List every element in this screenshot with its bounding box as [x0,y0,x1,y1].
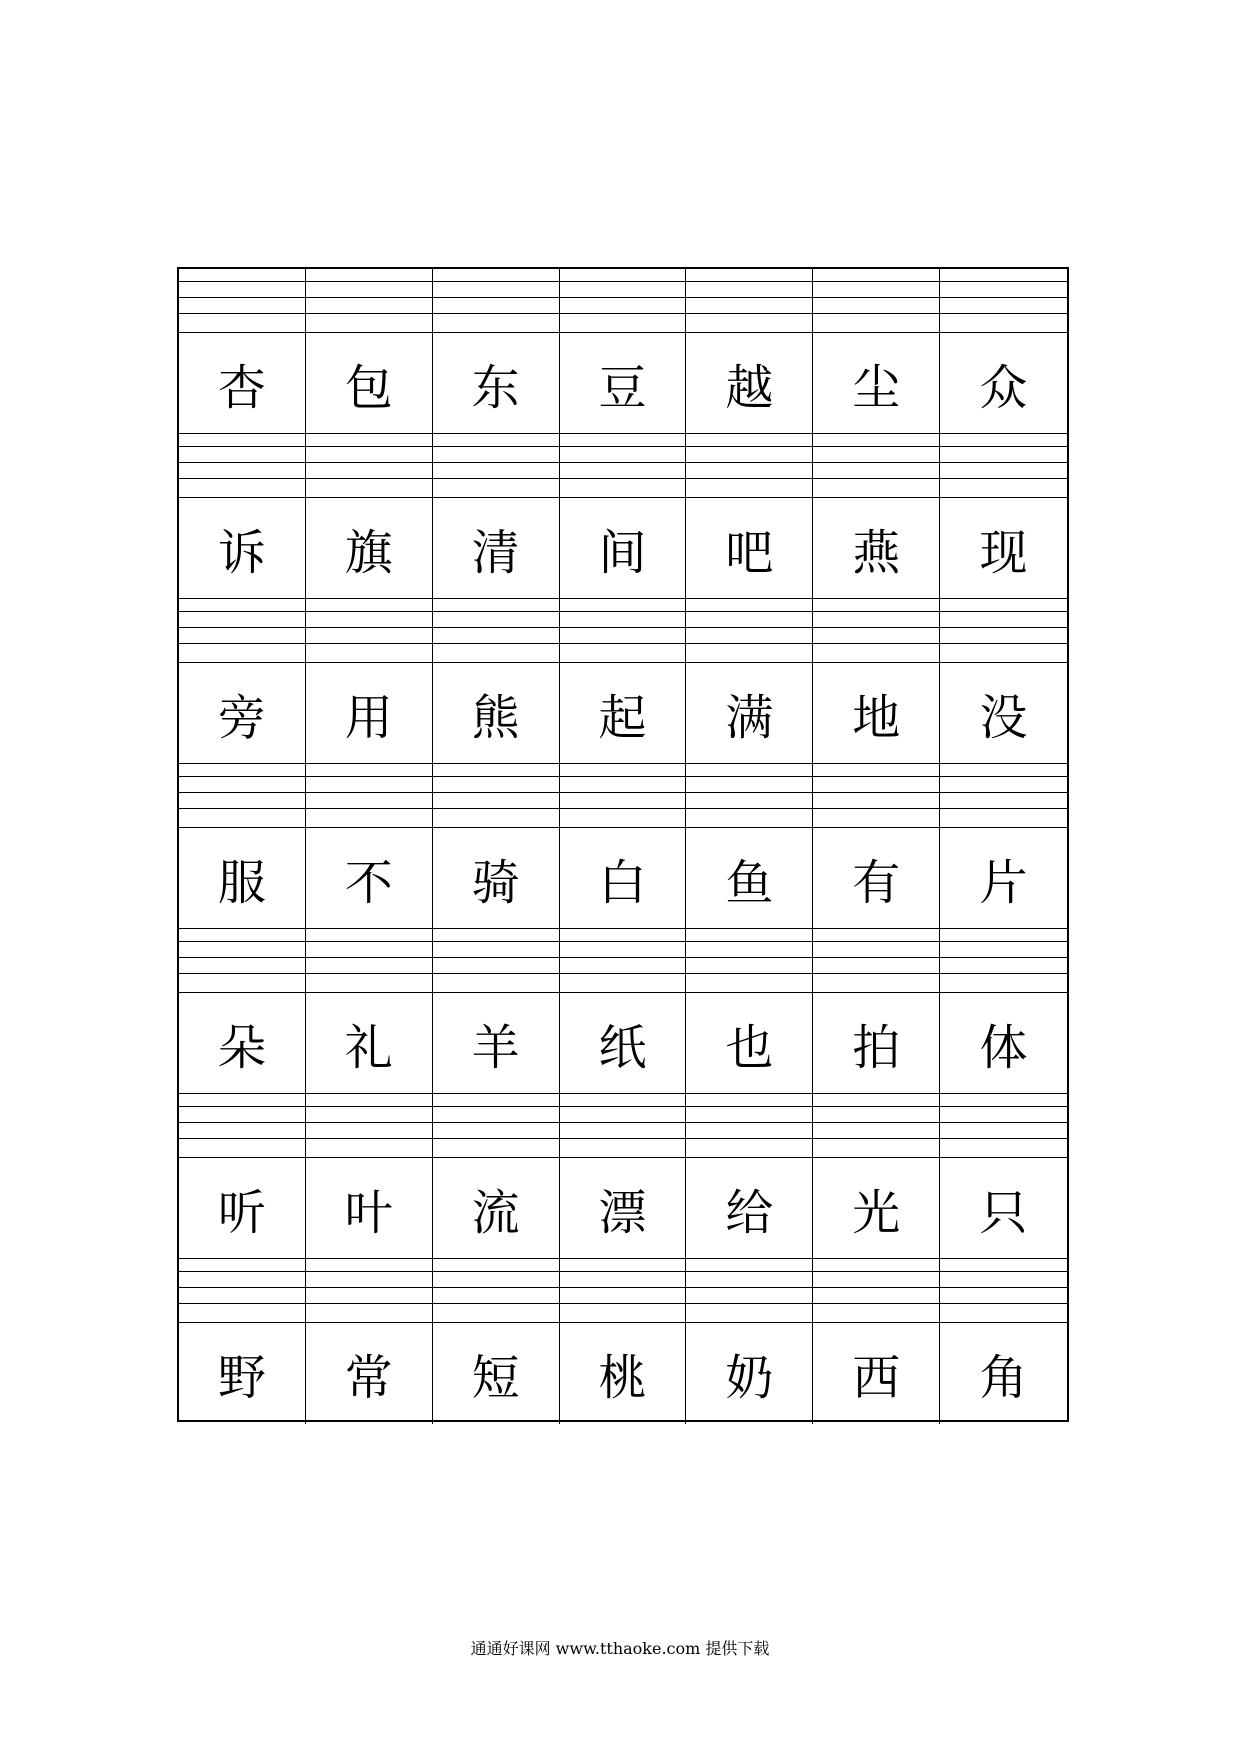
worksheet-row [179,929,1067,1094]
character-cell: 奶 [686,1323,813,1424]
pinyin-writing-cell[interactable] [560,1259,687,1322]
pinyin-writing-cell[interactable] [433,599,560,662]
character-cell: 给 [686,1158,813,1258]
pinyin-writing-cell[interactable] [433,764,560,827]
worksheet-row [179,1094,1067,1259]
pinyin-writing-cell[interactable] [813,269,940,332]
character-cell: 杏 [179,333,306,433]
pinyin-writing-cell[interactable] [306,599,433,662]
character-cell: 燕 [813,498,940,598]
pinyin-writing-cell[interactable] [560,269,687,332]
character-cell: 常 [306,1323,433,1424]
pinyin-writing-cell[interactable] [813,1094,940,1157]
pinyin-writing-row [179,1259,1067,1323]
pinyin-writing-cell[interactable] [179,599,306,662]
pinyin-writing-cell[interactable] [179,434,306,497]
pinyin-writing-cell[interactable] [179,1094,306,1157]
character-cell: 叶 [306,1158,433,1258]
pinyin-writing-cell[interactable] [433,1094,560,1157]
worksheet-row [179,269,1067,434]
character-cell: 吧 [686,498,813,598]
worksheet-row [179,1259,1067,1424]
character-cell: 包 [306,333,433,433]
character-cell: 骑 [433,828,560,928]
character-cell: 鱼 [686,828,813,928]
pinyin-writing-cell[interactable] [686,1094,813,1157]
pinyin-writing-cell[interactable] [940,1259,1067,1322]
pinyin-writing-cell[interactable] [686,269,813,332]
character-row [179,663,1067,764]
pinyin-writing-cell[interactable] [813,599,940,662]
character-cell: 间 [560,498,687,598]
character-cell: 满 [686,663,813,763]
pinyin-writing-cell[interactable] [306,1094,433,1157]
pinyin-writing-cell[interactable] [560,929,687,992]
character-cell: 现 [979,524,1028,581]
character-cell: 短 [433,1323,560,1424]
pinyin-writing-cell[interactable] [560,764,687,827]
character-cell: 礼 [306,993,433,1093]
character-row [179,1323,1067,1424]
pinyin-writing-cell[interactable] [813,764,940,827]
character-cell: 漂 [560,1158,687,1258]
character-cell: 旁 [179,663,306,763]
pinyin-writing-cell[interactable] [179,929,306,992]
character-cell: 拍 [813,993,940,1093]
pinyin-writing-cell[interactable] [686,764,813,827]
character-cell: 朵 [179,993,306,1093]
pinyin-writing-cell[interactable] [813,929,940,992]
character-cell: 尘 [813,333,940,433]
character-cell: 清 [433,498,560,598]
pinyin-writing-row [179,764,1067,828]
character-cell: 也 [686,993,813,1093]
character-cell: 东 [433,333,560,433]
pinyin-writing-cell[interactable] [179,1259,306,1322]
character-cell: 流 [433,1158,560,1258]
pinyin-writing-cell[interactable] [813,1259,940,1322]
pinyin-writing-cell[interactable] [306,929,433,992]
pinyin-writing-cell[interactable] [560,599,687,662]
character-cell: 不 [306,828,433,928]
pinyin-writing-cell[interactable] [940,434,1067,497]
worksheet-row [179,764,1067,929]
pinyin-writing-row [179,599,1067,663]
footer-source-text: 通通好课网 www.tthaoke.com 提供下载 [470,1639,770,1658]
pinyin-writing-row [179,434,1067,498]
pinyin-writing-cell[interactable] [433,269,560,332]
character-cell: 体 [979,1019,1028,1076]
pinyin-writing-cell[interactable] [306,1259,433,1322]
character-cell: 熊 [433,663,560,763]
character-cell: 诉 [179,498,306,598]
character-cell: 只 [979,1184,1028,1241]
worksheet-row [179,434,1067,599]
character-cell: 纸 [560,993,687,1093]
worksheet-row [179,599,1067,764]
pinyin-writing-cell[interactable] [940,269,1067,332]
character-row [179,1158,1067,1259]
character-cell: 羊 [433,993,560,1093]
character-row [179,993,1067,1094]
pinyin-writing-cell[interactable] [686,599,813,662]
character-cell: 众 [979,359,1028,416]
character-cell: 服 [179,828,306,928]
character-row [179,333,1067,434]
pinyin-writing-cell[interactable] [179,269,306,332]
character-cell: 听 [179,1158,306,1258]
character-cell: 野 [179,1323,306,1424]
character-worksheet-grid [177,267,1069,1422]
pinyin-writing-cell[interactable] [560,1094,687,1157]
character-cell: 片 [979,854,1028,911]
character-row [179,498,1067,599]
pinyin-writing-cell[interactable] [813,434,940,497]
character-cell: 西 [813,1323,940,1424]
pinyin-writing-cell[interactable] [560,434,687,497]
pinyin-writing-cell[interactable] [686,1259,813,1322]
character-cell: 白 [560,828,687,928]
character-cell: 光 [813,1158,940,1258]
character-cell: 桃 [560,1323,687,1424]
character-row [179,828,1067,929]
pinyin-writing-row [179,1094,1067,1158]
character-cell: 有 [813,828,940,928]
pinyin-writing-cell[interactable] [940,599,1067,662]
character-cell: 豆 [560,333,687,433]
pinyin-writing-cell[interactable] [433,434,560,497]
character-cell: 起 [560,663,687,763]
pinyin-writing-cell[interactable] [940,929,1067,992]
character-cell: 用 [306,663,433,763]
pinyin-writing-cell[interactable] [686,434,813,497]
pinyin-writing-cell[interactable] [940,764,1067,827]
pinyin-writing-cell[interactable] [306,764,433,827]
pinyin-writing-row [179,929,1067,993]
pinyin-writing-cell[interactable] [433,1259,560,1322]
character-cell: 地 [813,663,940,763]
pinyin-writing-cell[interactable] [306,434,433,497]
character-cell: 越 [686,333,813,433]
character-cell: 角 [979,1350,1028,1406]
pinyin-writing-cell[interactable] [179,764,306,827]
character-cell: 没 [979,689,1028,746]
pinyin-writing-row [179,269,1067,333]
pinyin-writing-cell[interactable] [940,1094,1067,1157]
pinyin-writing-cell[interactable] [433,929,560,992]
character-cell: 旗 [306,498,433,598]
pinyin-writing-cell[interactable] [306,269,433,332]
pinyin-writing-cell[interactable] [686,929,813,992]
